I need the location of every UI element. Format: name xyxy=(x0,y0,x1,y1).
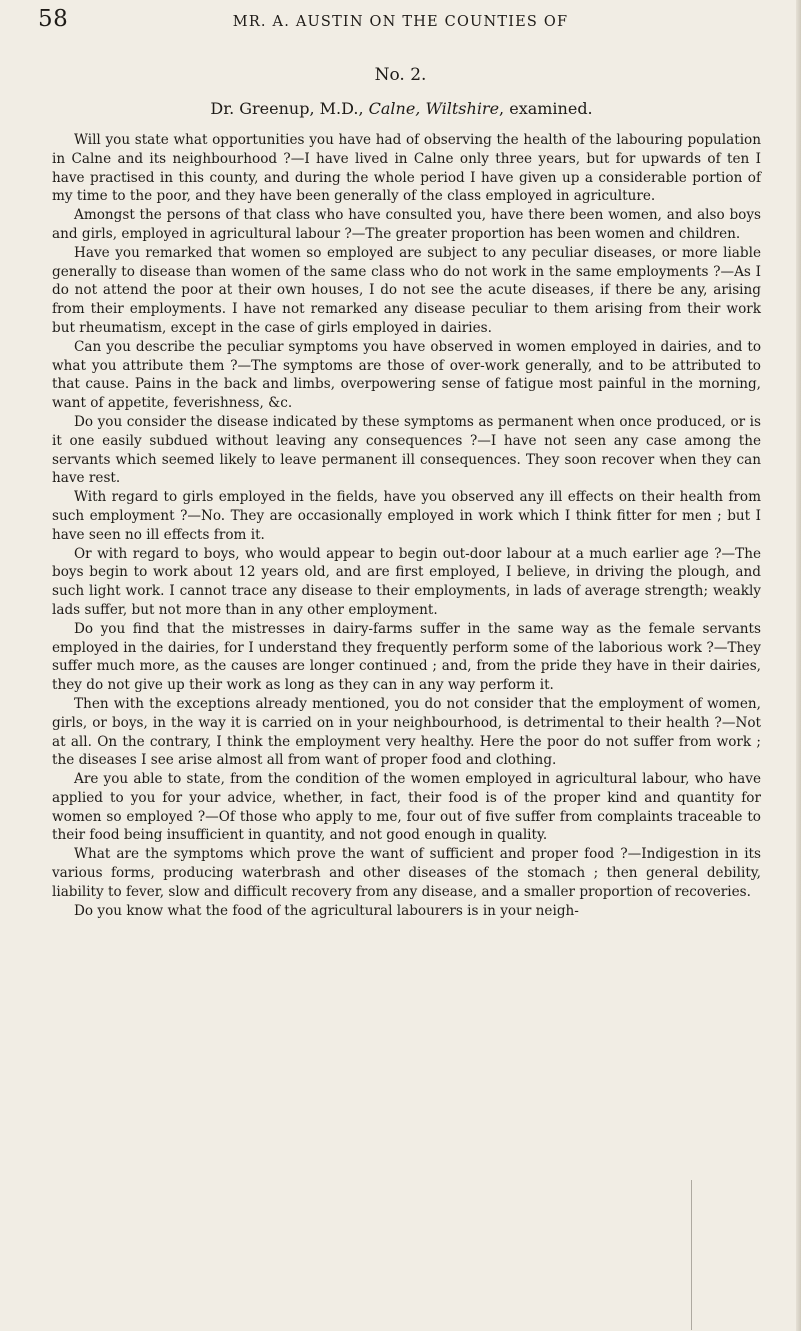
page-number: 58 xyxy=(38,6,69,32)
witness-qualification: , M.D., xyxy=(309,99,369,118)
paragraph: What are the symptoms which prove the want of sufficient and proper food ?—Indigestion in its various forms, producing waterbrash and other diseases of the stomach ; then general debility, liability to fever, slow and difficult recovery from any disease, and a smaller proportion of recoveries. xyxy=(52,846,761,900)
paragraph: Do you consider the disease indicated by these symptoms as permanent when once produced, or is it one easily subdued without leaving any consequences ?—I have not seen any case among the servants which seemed likely to leave permanent ill consequences. They soon recover when they can have rest. xyxy=(52,413,761,487)
paragraph: Will you state what opportunities you have had of observing the health of the labouring population in Calne and its neighbourhood ?—I have lived in Calne only three years, but for upwards of ten I have practised in this county, and during the whole period I have given up a considerable portion of my time to the poor, and they have been generally of the class employed in agriculture. xyxy=(52,132,761,205)
paragraph: Then with the exceptions already mentioned, you do not consider that the employment of women, girls, or boys, in the way it is carried on in your neighbourhood, is detrimental to their health ?—Not at all. On the contrary, I think the employment very healthy. Here the poor do not suffer from work ; the diseases I see arise almost all from want of proper food and clothing. xyxy=(52,695,761,769)
paragraph: Have you remarked that women so employed are subject to any peculiar diseases, or more liable generally to disease than women of the same class who do not work in the same employments ?—As I do not attend the poor at their own houses, I do not see the acute diseases, if there be any, arising from their employments. I have not remarked any disease peculiar to them arising from their work but rheumatism, except in the case of girls employed in dairies. xyxy=(52,244,761,336)
paragraph: Or with regard to boys, who would appear to begin out-door labour at a much earlier age ?—The boys begin to work about 12 years old, and are first employed, I believe, in driving the plough, and such light work. I cannot trace any disease to their employments, in lads of average strength; weakly lads suffer, but not more than in any other employment. xyxy=(52,545,761,618)
scan-margin-mark xyxy=(691,1180,692,1330)
paragraph: With regard to girls employed in the fields, have you observed any ill effects on their health from such employment ?—No. They are occasionally employed in work which I think fitter for men ; but I have seen no ill effects from it. xyxy=(52,489,761,543)
paragraph: Can you describe the peculiar symptoms you have observed in women employed in dairies, and to what you attribute them ?—The symptoms are those of over-work generally, and to be attributed to that cause. Pains in the back and limbs, overpowering sense of fatigue most painful in the morning, want of appetite, feverishness, &c. xyxy=(52,338,761,412)
testimony-body xyxy=(52,131,761,920)
witness-heading xyxy=(52,99,751,118)
paragraph: Amongst the persons of that class who have consulted you, have there been women, and also boys and girls, employed in agricultural labour ?—The greater proportion has been women and children. xyxy=(52,207,761,242)
paragraph: Are you able to state, from the condition of the women employed in agricultural labour, who have applied to you for your advice, whether, in fact, their food is of the proper kind and quantity for women so employed ?—Of those who apply to me, four out of five suffer from complaints traceable to their food being insufficient in quantity, and not good enough in quality. xyxy=(52,771,761,844)
paragraph: Do you know what the food of the agricultural labourers is in your neigh- xyxy=(74,902,579,919)
witness-place: Calne, Wiltshire xyxy=(368,99,500,118)
paragraph: Do you find that the mistresses in dairy-farms suffer in the same way as the female servants employed in the dairies, for I understand they frequently perform some of the laborious work ?—They suffer much more, as the causes are longer continued ; and, from the pride they have in their dairies, they do not give up their work as long as they can in any way perform it. xyxy=(52,620,761,694)
section-number: No. 2. xyxy=(374,65,427,85)
running-head: MR. A. AUSTIN ON THE COUNTIES OF xyxy=(232,14,569,30)
page-edge-shadow xyxy=(796,0,801,1331)
witness-heading-end: , examined. xyxy=(499,99,593,118)
witness-name: Dr. Greenup xyxy=(210,99,310,118)
